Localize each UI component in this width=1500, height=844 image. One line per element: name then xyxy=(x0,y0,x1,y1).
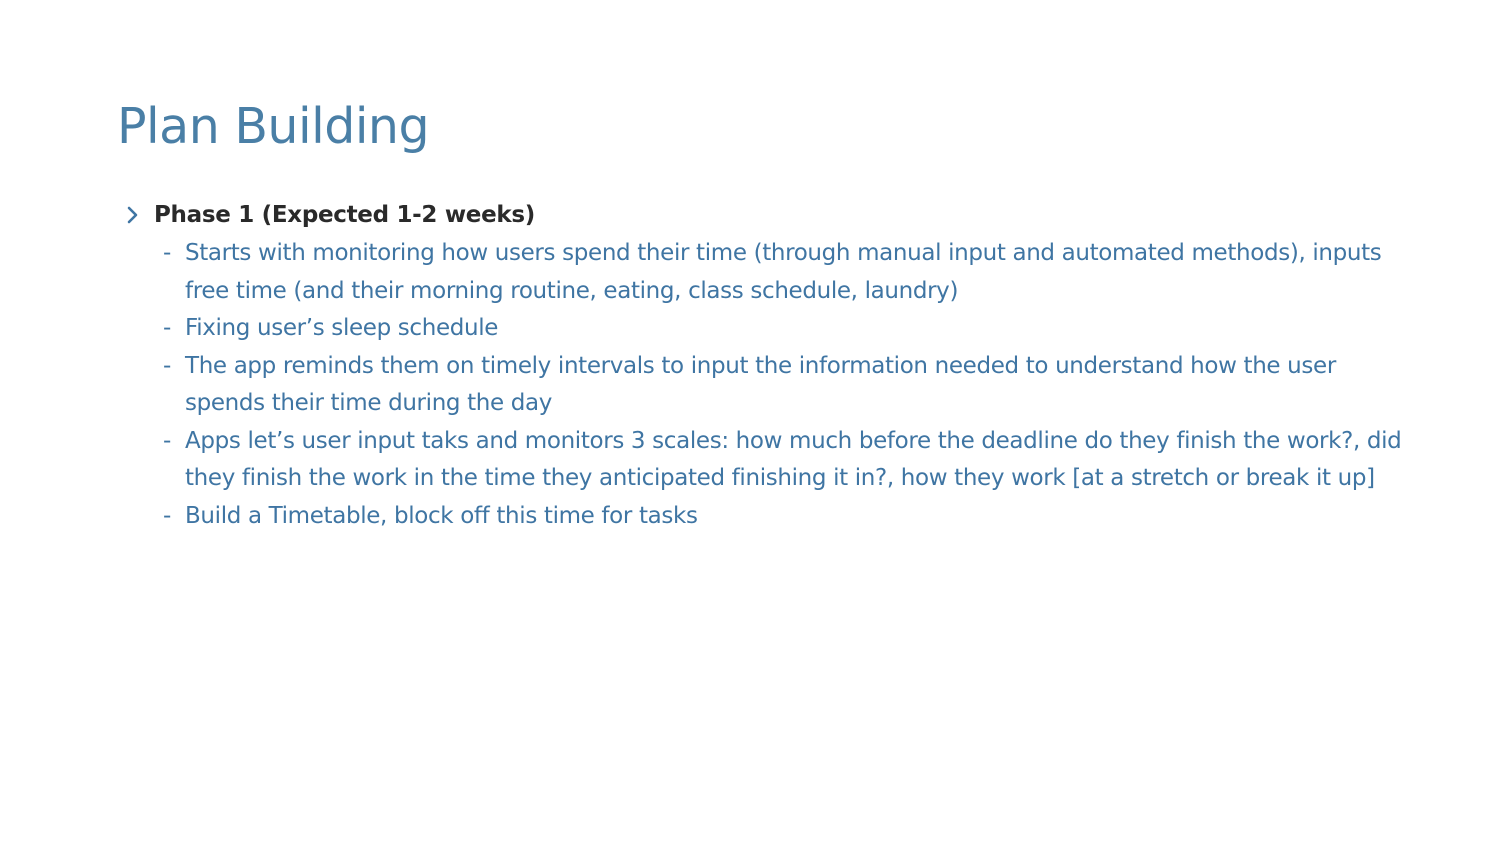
bullet-list xyxy=(163,235,1413,535)
list-item xyxy=(163,423,1413,498)
bullet-text: Starts with monitoring how users spend their time (through manual input and automated methods), inputs free time (and their morning routine, eating, class schedule, laundry) xyxy=(185,240,1382,304)
bullet-text: The app reminds them on timely intervals to input the information needed to understand how the user spends their time during the day xyxy=(185,352,1336,416)
bullet-marker: - xyxy=(163,315,171,341)
list-item xyxy=(163,235,1413,310)
list-item xyxy=(163,498,1413,536)
list-item xyxy=(163,348,1413,423)
bullet-text: Fixing user’s sleep schedule xyxy=(185,315,499,341)
bullet-text: Build a Timetable, block off this time for tasks xyxy=(185,502,698,529)
chevron-right-icon xyxy=(126,200,146,230)
list-item xyxy=(163,310,1413,348)
bullet-marker: - xyxy=(163,352,171,379)
bullet-marker: - xyxy=(163,502,171,529)
bullet-marker: - xyxy=(163,240,171,266)
bullet-marker: - xyxy=(163,427,171,454)
phase-heading xyxy=(126,199,535,231)
phase-title: Phase 1 (Expected 1-2 weeks) xyxy=(154,202,535,228)
bullet-text: Apps let’s user input taks and monitors 3 scales: how much before the deadline do they finish the work?, did they finish the work in the time they anticipated finishing it in?, how they work [at a stretch or break it up] xyxy=(185,427,1402,491)
slide-title: Plan Building xyxy=(117,98,430,155)
